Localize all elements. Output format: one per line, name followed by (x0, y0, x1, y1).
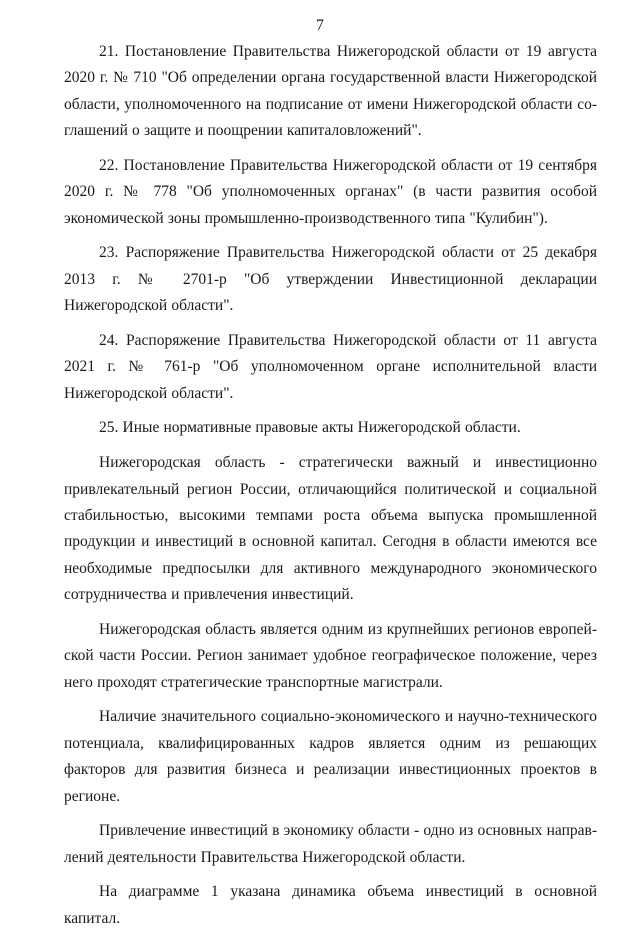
paragraph-item-23: 23. Распоряжение Правительства Нижегородской области от 25 декабря 2013 г. № 2701-р "Об утверждении Инвестиционной декларации Нижегородской области". (64, 244, 597, 315)
paragraph-region-overview: Нижегородская область - стратегически важный и инвестиционно привлекательный регион России, отличающийся политической и социальной стабильностью, высокими темпами роста объема выпуска промышленной продукции и инвестиций в основной капитал. Сегодня в области имеются все необходимые предпосылки для активного международного экономического сотрудничества и привлечения инвестиций. (64, 454, 597, 604)
paragraph-item-21: 21. Постановление Правительства Нижегородской области от 19 августа 2020 г. № 710 "Об определении органа государственной власти Нижегородской области, уполномоченного на подписание от имени Нижегородской области соглашений о защите и поощрении капиталовложений". (64, 43, 597, 140)
paragraph-geography: Нижегородская область является одним из крупнейших регионов европейской части России. Регион занимает удобное географическое положение, через него проходят стратегические транспортные магистрали. (64, 620, 597, 691)
paragraph-investment-attraction: Привлечение инвестиций в экономику области - одно из основных направлений деятельности Правительства Нижегородской области. (64, 822, 597, 866)
paragraph-item-25: 25. Иные нормативные правовые акты Нижегородской области. (99, 419, 521, 437)
paragraph-potential: Наличие значительного социально-экономического и научно-технического потенциала, квалифицированных кадров является одним из решающих факторов для развития бизнеса и реализации инвестиционных проектов в регионе. (64, 708, 597, 805)
document-body (64, 39, 597, 941)
paragraph-diagram-reference: На диаграмме 1 указана динамика объема инвестиций в основной капитал. (64, 883, 597, 927)
paragraph-item-22: 22. Постановление Правительства Нижегородской области от 19 сентября 2020 г. № 778 "Об уполномоченных органах" (в части развития особой экономической зоны промышленно-производственного типа "Кулибин"). (64, 156, 597, 227)
page-number: 7 (316, 17, 324, 34)
paragraph-item-24: 24. Распоряжение Правительства Нижегородской области от 11 августа 2021 г. № 761-р "Об уполномоченном органе исполнительной власти Нижегородской области". (64, 331, 597, 402)
